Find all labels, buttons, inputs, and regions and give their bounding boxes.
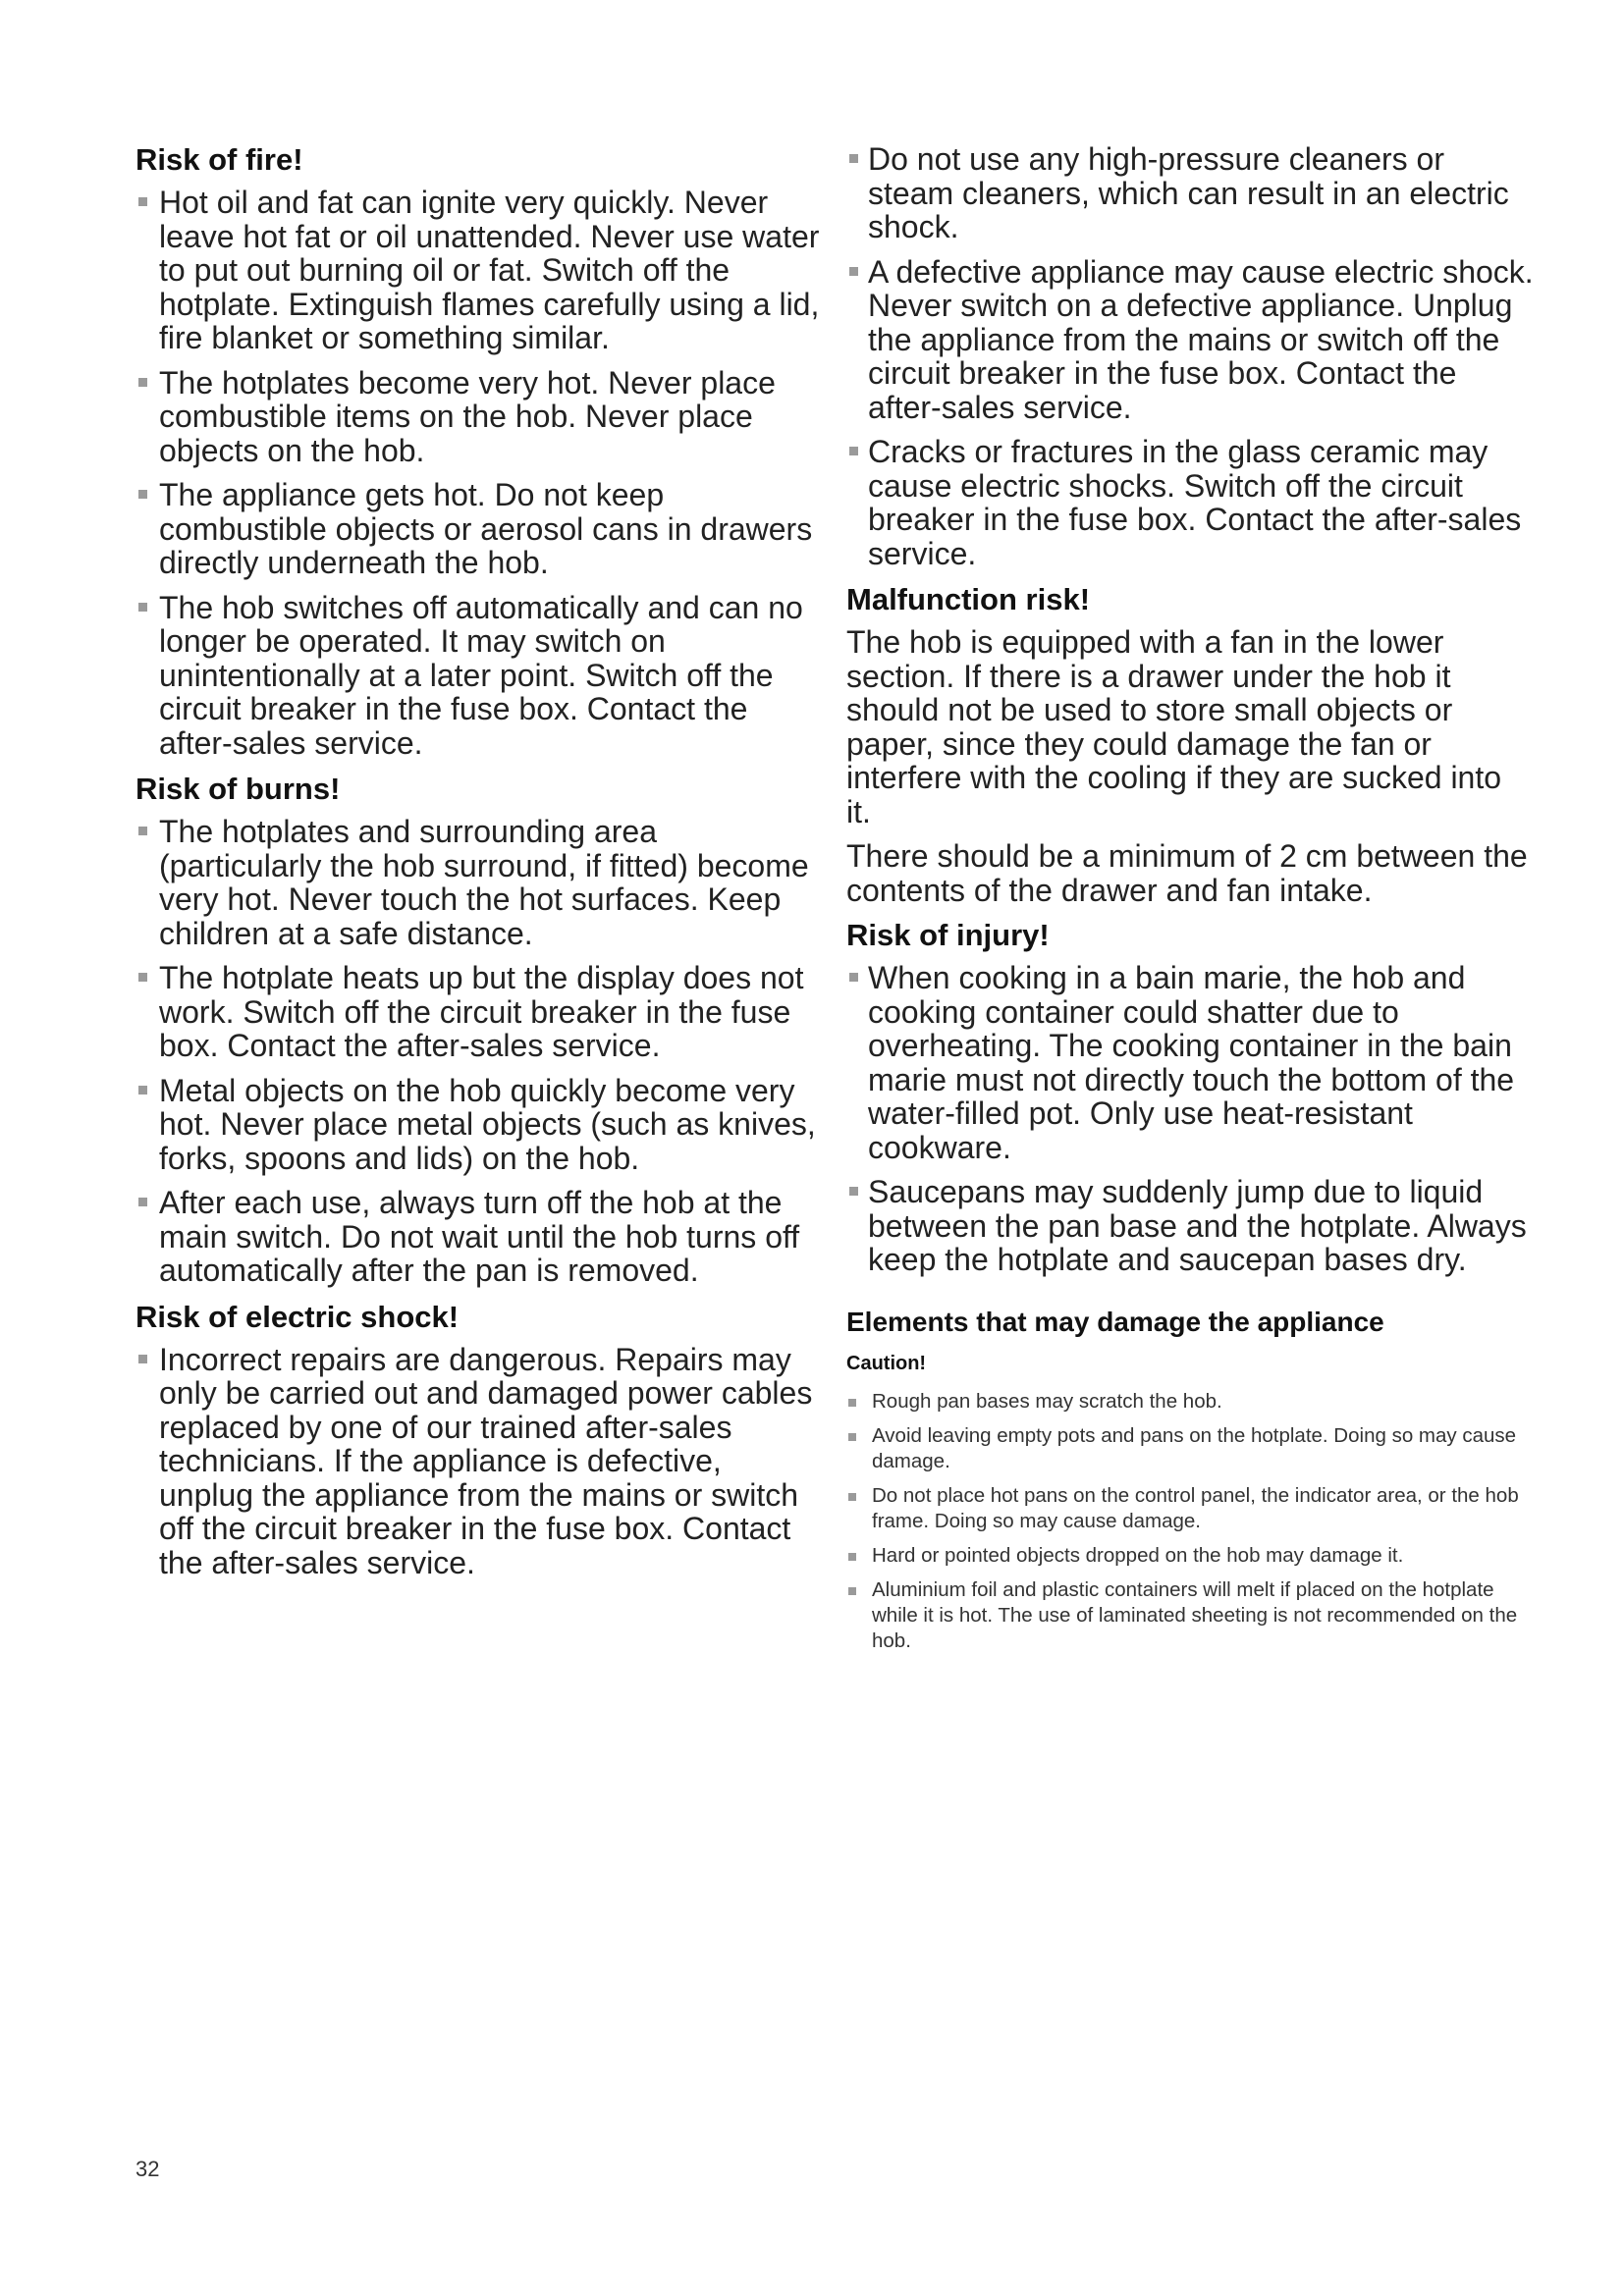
section-malfunction-risk (846, 582, 1534, 907)
list-item: The hob switches off automatically and can no longer be operated. It may switch on unintentionally at a later point. Switch off the circuit breaker in the fuse box. Contact the after-sales service. (135, 591, 823, 761)
heading-malfunction-risk: Malfunction risk! (846, 582, 1091, 616)
list-item: Aluminium foil and plastic containers will melt if placed on the hotplate while it is hot. The use of laminated sheeting is not recommended on the hob. (846, 1577, 1534, 1654)
list-item: A defective appliance may cause electric shock. Never switch on a defective appliance. Unplug the appliance from the mains or switch off the circuit breaker in the fuse box. Contact the after-sales service. (846, 255, 1534, 425)
heading-risk-of-injury: Risk of injury! (846, 918, 1050, 952)
list-item: Hot oil and fat can ignite very quickly. Never leave hot fat or oil unattended. Never use water to put out burning oil or fat. Switch off the hotplate. Extinguish flames carefully using a lid, fire blanket or something similar. (135, 186, 823, 355)
paragraph: There should be a minimum of 2 cm between the contents of the drawer and fan intake. (846, 838, 1528, 908)
list-item: Do not place hot pans on the control panel, the indicator area, or the hob frame. Doing so may cause damage. (846, 1483, 1534, 1534)
shock-list (135, 1343, 823, 1580)
list-item: Cracks or fractures in the glass ceramic may cause electric shocks. Switch off the circuit breaker in the fuse box. Contact the after-sales service. (846, 435, 1534, 570)
section-risk-of-injury (846, 918, 1534, 1277)
right-column (846, 142, 1534, 1663)
section-risk-of-fire (135, 142, 823, 760)
section-risk-of-electric-shock (135, 1300, 823, 1580)
list-item: Saucepans may suddenly jump due to liquid between the pan base and the hotplate. Always keep the hotplate and saucepan bases dry. (846, 1175, 1534, 1277)
damage-list (846, 1389, 1534, 1654)
list-item: When cooking in a bain marie, the hob and cooking container could shatter due to overheating. The cooking container in the bain marie must not directly touch the bottom of the water-filled pot. Only use heat-resistant cookware. (846, 961, 1534, 1164)
list-item: Hard or pointed objects dropped on the hob may damage it. (846, 1543, 1534, 1569)
heading-risk-of-electric-shock: Risk of electric shock! (135, 1299, 460, 1334)
list-item: The hotplate heats up but the display does not work. Switch off the circuit breaker in the fuse box. Contact the after-sales service. (135, 961, 823, 1063)
section-damage-elements (846, 1307, 1534, 1654)
injury-list (846, 961, 1534, 1277)
list-item: Do not use any high-pressure cleaners or steam cleaners, which can result in an electric shock. (846, 142, 1534, 244)
heading-damage-elements: Elements that may damage the appliance (846, 1306, 1384, 1337)
list-item: Incorrect repairs are dangerous. Repairs may only be carried out and damaged power cables replaced by one of our trained after-sales technicians. If the appliance is defective, unplug the appliance from the mains or switch off the circuit breaker in the fuse box. Contact the after-sales service. (135, 1343, 823, 1580)
caution-label: Caution! (846, 1352, 927, 1374)
page-number: 32 (135, 2157, 160, 2181)
section-risk-of-burns (135, 772, 823, 1288)
burns-list (135, 815, 823, 1288)
list-item: Avoid leaving empty pots and pans on the hotplate. Doing so may cause damage. (846, 1423, 1534, 1474)
list-item: The hotplates become very hot. Never place combustible items on the hob. Never place objects on the hob. (135, 366, 823, 468)
left-column (135, 142, 823, 1591)
paragraph: The hob is equipped with a fan in the lower section. If there is a drawer under the hob it should not be used to store small objects or paper, since they could damage the fan or interfere with the cooling if they are sucked into it. (846, 624, 1502, 829)
list-item: The hotplates and surrounding area (particularly the hob surround, if fitted) become very hot. Never touch the hot surfaces. Keep children at a safe distance. (135, 815, 823, 950)
heading-risk-of-fire: Risk of fire! (135, 142, 303, 177)
list-item: After each use, always turn off the hob at the main switch. Do not wait until the hob turns off automatically after the pan is removed. (135, 1186, 823, 1288)
shock-continued-list (846, 142, 1534, 570)
list-item: Rough pan bases may scratch the hob. (846, 1389, 1534, 1415)
fire-list (135, 186, 823, 760)
list-item: Metal objects on the hob quickly become very hot. Never place metal objects (such as knives, forks, spoons and lids) on the hob. (135, 1074, 823, 1176)
heading-risk-of-burns: Risk of burns! (135, 772, 341, 806)
list-item: The appliance gets hot. Do not keep combustible objects or aerosol cans in drawers directly underneath the hob. (135, 478, 823, 580)
